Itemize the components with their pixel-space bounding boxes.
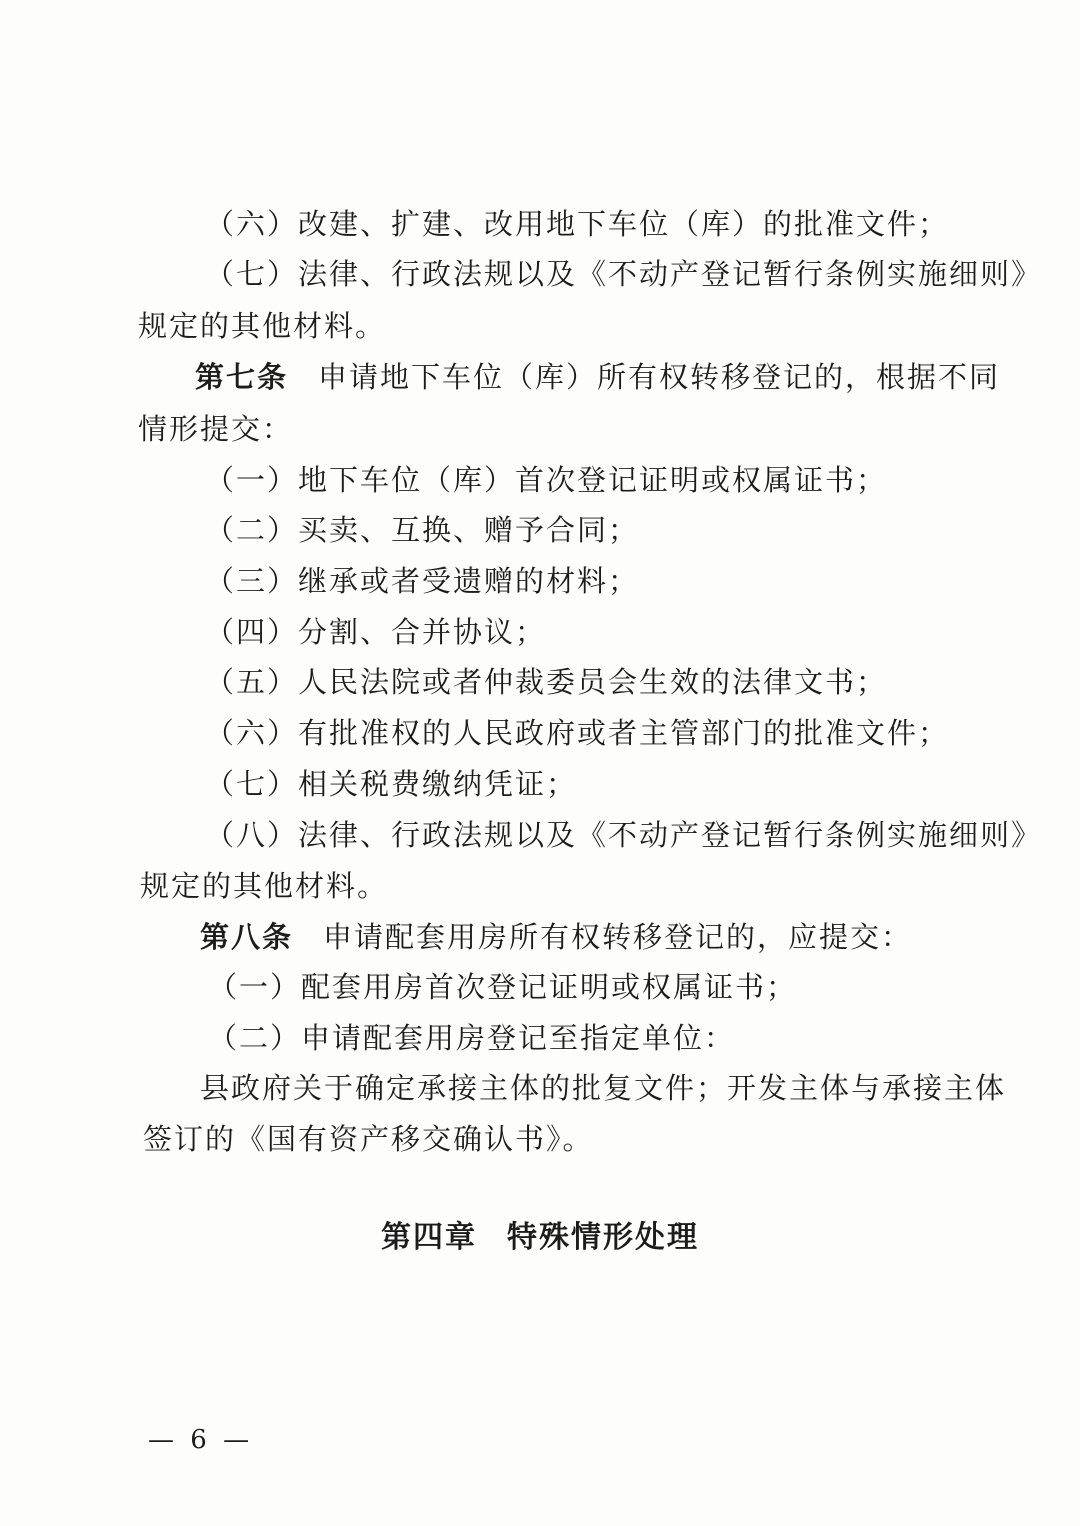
list-item: [205, 561, 639, 601]
line-text: （七）法律、行政法规以及《不动产登记暂行条例实施细则》: [205, 257, 1043, 291]
line-text: （五）人民法院或者仲裁委员会生效的法律文书；: [205, 665, 888, 699]
list-item: [205, 764, 577, 804]
line-text: （四）分割、合并协议；: [205, 615, 547, 649]
line-text: （八）法律、行政法规以及《不动产登记暂行条例实施细则》: [205, 818, 1043, 852]
line-text: 申请配套用房所有权转移登记的，应提交：: [323, 920, 913, 954]
paragraph: [200, 1068, 1006, 1108]
chapter-number: 第四章: [381, 1220, 477, 1255]
list-item: [205, 713, 949, 753]
chapter-heading: [0, 1217, 1080, 1259]
list-item: [205, 510, 639, 550]
list-item: [208, 1018, 735, 1058]
list-item: [205, 662, 887, 702]
list-item: [205, 612, 546, 652]
item-7-other-materials: [205, 254, 1042, 294]
article-heading: 第八条: [200, 920, 294, 954]
line-text: （六）有批准权的人民政府或者主管部门的批准文件；: [205, 716, 950, 750]
line-text: （一）地下车位（库）首次登记证明或权属证书；: [205, 463, 888, 497]
article-7-continuation: [138, 409, 293, 449]
line-text: 申请地下车位（库）所有权转移登记的，根据不同: [318, 360, 1001, 394]
line-text: 规定的其他材料。: [138, 309, 387, 343]
article-7: [195, 357, 1000, 397]
list-item: [208, 967, 797, 1007]
line-text: （一）配套用房首次登记证明或权属证书；: [208, 970, 798, 1004]
page-number: — 6 —: [148, 1425, 254, 1455]
article-8: [200, 917, 912, 957]
paragraph-continuation: [143, 1119, 594, 1159]
line-text: （二）申请配套用房登记至指定单位：: [208, 1021, 736, 1055]
line-text: 情形提交：: [138, 412, 294, 446]
line-text: （三）继承或者受遗赠的材料；: [205, 564, 640, 598]
item-7-continuation: [138, 306, 386, 346]
list-item-continuation: [140, 866, 388, 906]
list-item: [205, 815, 1042, 855]
line-text: 县政府关于确定承接主体的批复文件；开发主体与承接主体: [200, 1071, 1007, 1105]
line-text: （二）买卖、互换、赠予合同；: [205, 513, 640, 547]
article-heading: 第七条: [195, 360, 289, 394]
line-text: 签订的《国有资产移交确认书》。: [143, 1122, 594, 1156]
list-item: [205, 460, 887, 500]
line-text: 规定的其他材料。: [140, 869, 389, 903]
item-6-rebuild-approval: [205, 204, 949, 244]
chapter-title: 特殊情形处理: [507, 1220, 699, 1255]
line-text: （六）改建、扩建、改用地下车位（库）的批准文件；: [205, 207, 950, 241]
line-text: （七）相关税费缴纳凭证；: [205, 767, 578, 801]
